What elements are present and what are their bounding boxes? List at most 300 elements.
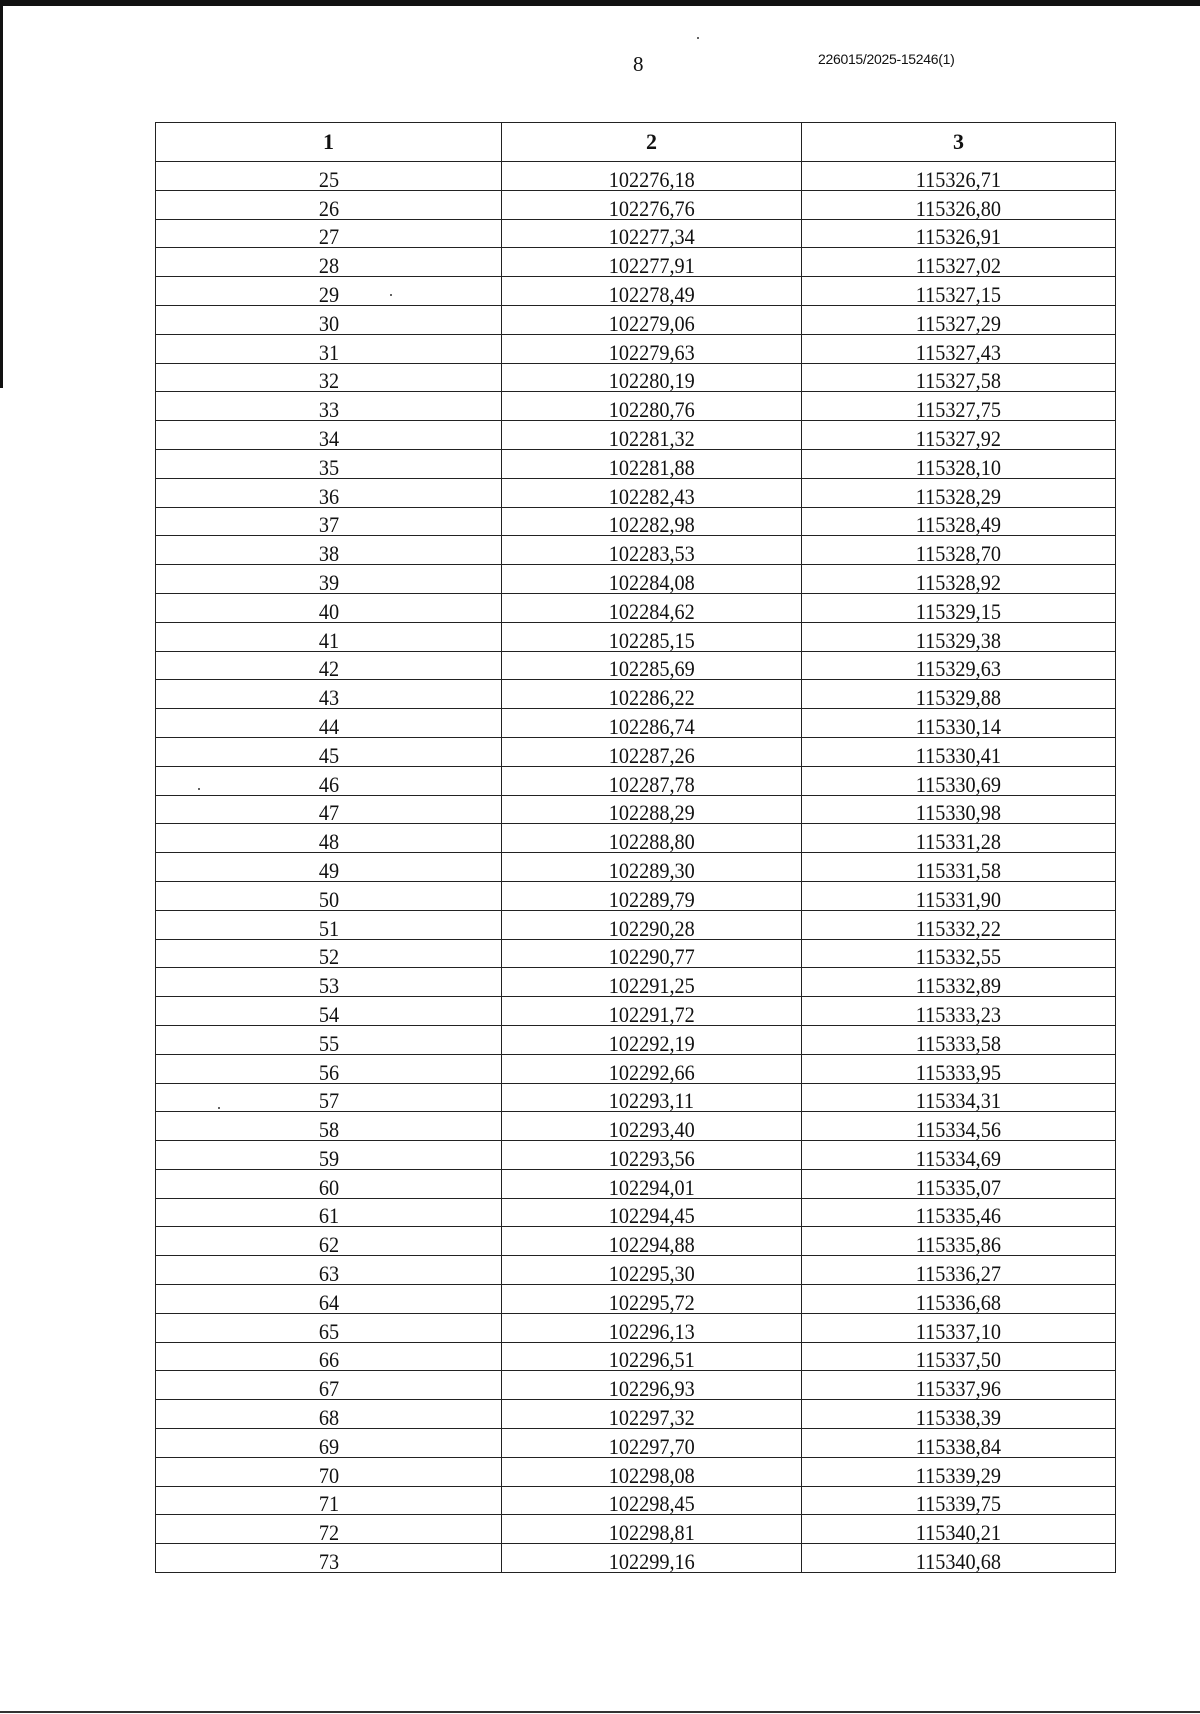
cell-text: 102293,11 xyxy=(608,1088,695,1114)
cell-text: 102286,74 xyxy=(608,713,695,739)
column-header-x: 2 xyxy=(502,123,802,162)
cell-y-coordinate xyxy=(802,1054,1116,1083)
cell-text: 102282,43 xyxy=(608,483,695,509)
cell-text: 115330,69 xyxy=(915,771,1002,797)
cell-text: 102293,40 xyxy=(608,1117,695,1143)
table-row xyxy=(156,680,1116,709)
cell-point-number xyxy=(156,910,502,939)
cell-text: 56 xyxy=(318,1059,339,1085)
table-row xyxy=(156,939,1116,968)
cell-text: 66 xyxy=(318,1347,339,1373)
table-header-row xyxy=(156,123,1116,162)
cell-text: 38 xyxy=(318,541,339,567)
cell-x-coordinate xyxy=(502,1371,802,1400)
cell-x-coordinate xyxy=(502,363,802,392)
cell-point-number xyxy=(156,1169,502,1198)
cell-x-coordinate xyxy=(502,565,802,594)
cell-text: 115327,58 xyxy=(915,368,1002,394)
cell-x-coordinate xyxy=(502,248,802,277)
cell-text: 115326,71 xyxy=(915,166,1002,192)
cell-text: 115334,69 xyxy=(915,1145,1002,1171)
cell-y-coordinate xyxy=(802,1457,1116,1486)
cell-text: 73 xyxy=(318,1549,339,1575)
cell-text: 26 xyxy=(318,195,339,221)
cell-point-number xyxy=(156,651,502,680)
cell-text: 115327,43 xyxy=(915,339,1002,365)
cell-text: 115326,80 xyxy=(915,195,1002,221)
cell-text: 115332,55 xyxy=(915,944,1002,970)
cell-y-coordinate xyxy=(802,910,1116,939)
cell-point-number xyxy=(156,162,502,191)
cell-point-number xyxy=(156,478,502,507)
cell-text: 115334,31 xyxy=(915,1088,1002,1114)
cell-text: 102288,29 xyxy=(608,800,695,826)
cell-y-coordinate xyxy=(802,593,1116,622)
cell-x-coordinate xyxy=(502,1313,802,1342)
cell-point-number xyxy=(156,968,502,997)
cell-y-coordinate xyxy=(802,737,1116,766)
cell-text: 115328,92 xyxy=(915,569,1002,595)
cell-point-number xyxy=(156,593,502,622)
cell-point-number xyxy=(156,219,502,248)
cell-text: 28 xyxy=(318,253,339,279)
table-row xyxy=(156,997,1116,1026)
cell-x-coordinate xyxy=(502,939,802,968)
coordinates-table xyxy=(155,122,1116,1573)
cell-x-coordinate xyxy=(502,1342,802,1371)
cell-text: 102279,63 xyxy=(608,339,695,365)
cell-point-number xyxy=(156,1083,502,1112)
cell-x-coordinate xyxy=(502,910,802,939)
cell-text: 115336,68 xyxy=(915,1289,1002,1315)
cell-text: 102287,26 xyxy=(608,742,695,768)
cell-x-coordinate xyxy=(502,507,802,536)
cell-y-coordinate xyxy=(802,190,1116,219)
table-row xyxy=(156,968,1116,997)
table-row xyxy=(156,190,1116,219)
cell-text: 115333,23 xyxy=(915,1001,1002,1027)
table-row xyxy=(156,766,1116,795)
cell-text: 102298,08 xyxy=(608,1462,695,1488)
cell-x-coordinate xyxy=(502,162,802,191)
column-header-y: 3 xyxy=(802,123,1116,162)
cell-y-coordinate xyxy=(802,1313,1116,1342)
table-row xyxy=(156,593,1116,622)
cell-text: 60 xyxy=(318,1174,339,1200)
cell-y-coordinate xyxy=(802,1141,1116,1170)
cell-text: 102294,45 xyxy=(608,1203,695,1229)
cell-point-number xyxy=(156,277,502,306)
cell-x-coordinate xyxy=(502,1429,802,1458)
cell-x-coordinate xyxy=(502,1112,802,1141)
cell-x-coordinate xyxy=(502,968,802,997)
cell-y-coordinate xyxy=(802,1285,1116,1314)
table-row xyxy=(156,421,1116,450)
cell-x-coordinate xyxy=(502,392,802,421)
table-row xyxy=(156,1025,1116,1054)
cell-text: 46 xyxy=(318,771,339,797)
table-body xyxy=(156,162,1116,1573)
cell-text: 31 xyxy=(318,339,339,365)
cell-text: 115328,70 xyxy=(915,541,1002,567)
cell-text: 102280,76 xyxy=(608,397,695,423)
cell-y-coordinate xyxy=(802,1486,1116,1515)
scan-speck xyxy=(697,37,699,39)
cell-point-number xyxy=(156,565,502,594)
cell-point-number xyxy=(156,507,502,536)
cell-text: 115339,75 xyxy=(915,1491,1002,1517)
cell-text: 115330,98 xyxy=(915,800,1002,826)
cell-text: 45 xyxy=(318,742,339,768)
cell-point-number xyxy=(156,1025,502,1054)
cell-text: 102289,79 xyxy=(608,886,695,912)
cell-point-number xyxy=(156,1371,502,1400)
cell-x-coordinate xyxy=(502,1486,802,1515)
cell-text: 41 xyxy=(318,627,339,653)
cell-text: 115335,07 xyxy=(915,1174,1002,1200)
cell-text: 115326,91 xyxy=(915,224,1002,250)
table-row xyxy=(156,305,1116,334)
cell-point-number xyxy=(156,1198,502,1227)
cell-y-coordinate xyxy=(802,421,1116,450)
cell-point-number xyxy=(156,622,502,651)
cell-text: 52 xyxy=(318,944,339,970)
cell-x-coordinate xyxy=(502,881,802,910)
cell-text: 115331,90 xyxy=(915,886,1002,912)
cell-x-coordinate xyxy=(502,1285,802,1314)
table-row xyxy=(156,1429,1116,1458)
cell-text: 68 xyxy=(318,1405,339,1431)
table-row xyxy=(156,881,1116,910)
cell-point-number xyxy=(156,1486,502,1515)
cell-x-coordinate xyxy=(502,536,802,565)
cell-text: 102287,78 xyxy=(608,771,695,797)
cell-text: 102296,93 xyxy=(608,1376,695,1402)
cell-y-coordinate xyxy=(802,507,1116,536)
cell-x-coordinate xyxy=(502,449,802,478)
cell-text: 57 xyxy=(318,1088,339,1114)
cell-text: 29 xyxy=(318,281,339,307)
cell-point-number xyxy=(156,680,502,709)
cell-text: 115340,68 xyxy=(915,1549,1002,1575)
cell-text: 102296,51 xyxy=(608,1347,695,1373)
cell-y-coordinate xyxy=(802,219,1116,248)
cell-text: 102292,66 xyxy=(608,1059,695,1085)
cell-y-coordinate xyxy=(802,1544,1116,1573)
cell-x-coordinate xyxy=(502,277,802,306)
table-row xyxy=(156,1313,1116,1342)
table-row xyxy=(156,1227,1116,1256)
cell-x-coordinate xyxy=(502,709,802,738)
cell-y-coordinate xyxy=(802,305,1116,334)
cell-text: 115333,95 xyxy=(915,1059,1002,1085)
cell-text: 102283,53 xyxy=(608,541,695,567)
cell-point-number xyxy=(156,737,502,766)
table-row xyxy=(156,1112,1116,1141)
table-row xyxy=(156,277,1116,306)
cell-text: 102299,16 xyxy=(608,1549,695,1575)
cell-point-number xyxy=(156,1342,502,1371)
cell-x-coordinate xyxy=(502,1515,802,1544)
cell-x-coordinate xyxy=(502,1457,802,1486)
table-row xyxy=(156,1054,1116,1083)
cell-y-coordinate xyxy=(802,1198,1116,1227)
table-row xyxy=(156,449,1116,478)
cell-text: 59 xyxy=(318,1145,339,1171)
table-row xyxy=(156,737,1116,766)
cell-y-coordinate xyxy=(802,1025,1116,1054)
cell-text: 115327,92 xyxy=(915,425,1002,451)
cell-text: 30 xyxy=(318,310,339,336)
table-row xyxy=(156,536,1116,565)
table-row xyxy=(156,1457,1116,1486)
cell-text: 102286,22 xyxy=(608,685,695,711)
cell-y-coordinate xyxy=(802,277,1116,306)
cell-point-number xyxy=(156,190,502,219)
column-header-point-number: 1 xyxy=(156,123,502,162)
table-row xyxy=(156,795,1116,824)
cell-text: 102298,45 xyxy=(608,1491,695,1517)
cell-y-coordinate xyxy=(802,622,1116,651)
table-row xyxy=(156,622,1116,651)
cell-text: 40 xyxy=(318,598,339,624)
cell-y-coordinate xyxy=(802,709,1116,738)
cell-point-number xyxy=(156,421,502,450)
cell-x-coordinate xyxy=(502,997,802,1026)
cell-text: 53 xyxy=(318,973,339,999)
cell-point-number xyxy=(156,1544,502,1573)
cell-y-coordinate xyxy=(802,363,1116,392)
cell-text: 115337,96 xyxy=(915,1376,1002,1402)
cell-text: 102293,56 xyxy=(608,1145,695,1171)
cell-x-coordinate xyxy=(502,1400,802,1429)
cell-text: 102297,32 xyxy=(608,1405,695,1431)
cell-point-number xyxy=(156,766,502,795)
cell-text: 102294,88 xyxy=(608,1232,695,1258)
table-row xyxy=(156,565,1116,594)
table-row xyxy=(156,651,1116,680)
page-number: 8 xyxy=(633,52,644,76)
cell-text: 50 xyxy=(318,886,339,912)
cell-point-number xyxy=(156,824,502,853)
table-row xyxy=(156,507,1116,536)
cell-text: 43 xyxy=(318,685,339,711)
cell-text: 62 xyxy=(318,1232,339,1258)
table-row xyxy=(156,1285,1116,1314)
cell-text: 102296,13 xyxy=(608,1318,695,1344)
cell-y-coordinate xyxy=(802,651,1116,680)
cell-y-coordinate xyxy=(802,824,1116,853)
cell-x-coordinate xyxy=(502,766,802,795)
cell-x-coordinate xyxy=(502,334,802,363)
table-row xyxy=(156,1141,1116,1170)
table-row xyxy=(156,478,1116,507)
cell-y-coordinate xyxy=(802,162,1116,191)
cell-text: 102291,25 xyxy=(608,973,695,999)
cell-text: 115327,02 xyxy=(915,253,1002,279)
cell-y-coordinate xyxy=(802,1256,1116,1285)
cell-text: 64 xyxy=(318,1289,339,1315)
cell-y-coordinate xyxy=(802,1112,1116,1141)
cell-x-coordinate xyxy=(502,622,802,651)
cell-x-coordinate xyxy=(502,853,802,882)
cell-text: 102281,32 xyxy=(608,425,695,451)
cell-text: 102277,34 xyxy=(608,224,695,250)
cell-text: 102298,81 xyxy=(608,1520,695,1546)
cell-text: 69 xyxy=(318,1433,339,1459)
cell-text: 102278,49 xyxy=(608,281,695,307)
cell-text: 102297,70 xyxy=(608,1433,695,1459)
cell-text: 115331,28 xyxy=(915,829,1002,855)
cell-text: 102295,72 xyxy=(608,1289,695,1315)
cell-text: 39 xyxy=(318,569,339,595)
cell-text: 102295,30 xyxy=(608,1261,695,1287)
cell-text: 54 xyxy=(318,1001,339,1027)
document-number: 226015/2025-15246(1) xyxy=(818,51,955,67)
cell-text: 115329,15 xyxy=(915,598,1002,624)
cell-text: 102282,98 xyxy=(608,512,695,538)
table-row xyxy=(156,1169,1116,1198)
table-row xyxy=(156,1486,1116,1515)
cell-x-coordinate xyxy=(502,680,802,709)
cell-point-number xyxy=(156,853,502,882)
cell-text: 70 xyxy=(318,1462,339,1488)
table-row xyxy=(156,709,1116,738)
table-row xyxy=(156,910,1116,939)
table-row xyxy=(156,1371,1116,1400)
table-row xyxy=(156,162,1116,191)
cell-text: 115331,58 xyxy=(915,857,1002,883)
cell-text: 102284,62 xyxy=(608,598,695,624)
cell-point-number xyxy=(156,1256,502,1285)
cell-x-coordinate xyxy=(502,1256,802,1285)
cell-y-coordinate xyxy=(802,939,1116,968)
cell-point-number xyxy=(156,997,502,1026)
cell-y-coordinate xyxy=(802,795,1116,824)
cell-x-coordinate xyxy=(502,1141,802,1170)
cell-y-coordinate xyxy=(802,968,1116,997)
cell-text: 115339,29 xyxy=(915,1462,1002,1488)
cell-text: 115327,29 xyxy=(915,310,1002,336)
cell-text: 102290,77 xyxy=(608,944,695,970)
cell-text: 102289,30 xyxy=(608,857,695,883)
cell-text: 115336,27 xyxy=(915,1261,1002,1287)
cell-y-coordinate xyxy=(802,766,1116,795)
cell-text: 115335,46 xyxy=(915,1203,1002,1229)
cell-x-coordinate xyxy=(502,593,802,622)
cell-text: 115327,75 xyxy=(915,397,1002,423)
cell-point-number xyxy=(156,795,502,824)
cell-text: 102292,19 xyxy=(608,1030,695,1056)
cell-point-number xyxy=(156,939,502,968)
cell-text: 115334,56 xyxy=(915,1117,1002,1143)
cell-text: 115335,86 xyxy=(915,1232,1002,1258)
scan-left-border xyxy=(0,0,3,388)
cell-point-number xyxy=(156,305,502,334)
cell-text: 102285,15 xyxy=(608,627,695,653)
cell-y-coordinate xyxy=(802,248,1116,277)
cell-text: 115338,39 xyxy=(915,1405,1002,1431)
cell-text: 102276,18 xyxy=(608,166,695,192)
cell-x-coordinate xyxy=(502,1025,802,1054)
table-row xyxy=(156,363,1116,392)
table-row xyxy=(156,1198,1116,1227)
table-row xyxy=(156,219,1116,248)
cell-x-coordinate xyxy=(502,478,802,507)
cell-text: 35 xyxy=(318,454,339,480)
cell-x-coordinate xyxy=(502,1169,802,1198)
cell-text: 102281,88 xyxy=(608,454,695,480)
cell-point-number xyxy=(156,1313,502,1342)
cell-point-number xyxy=(156,449,502,478)
cell-point-number xyxy=(156,1457,502,1486)
cell-text: 65 xyxy=(318,1318,339,1344)
table-row xyxy=(156,1515,1116,1544)
cell-text: 33 xyxy=(318,397,339,423)
cell-text: 102290,28 xyxy=(608,915,695,941)
cell-x-coordinate xyxy=(502,824,802,853)
cell-text: 102284,08 xyxy=(608,569,695,595)
cell-text: 102279,06 xyxy=(608,310,695,336)
cell-text: 55 xyxy=(318,1030,339,1056)
cell-x-coordinate xyxy=(502,305,802,334)
cell-text: 32 xyxy=(318,368,339,394)
table-row xyxy=(156,824,1116,853)
cell-point-number xyxy=(156,248,502,277)
cell-text: 115337,50 xyxy=(915,1347,1002,1373)
cell-text: 115328,10 xyxy=(915,454,1002,480)
scan-top-border xyxy=(0,0,1200,6)
cell-text: 115327,15 xyxy=(915,281,1002,307)
cell-text: 42 xyxy=(318,656,339,682)
cell-y-coordinate xyxy=(802,449,1116,478)
cell-text: 63 xyxy=(318,1261,339,1287)
cell-y-coordinate xyxy=(802,997,1116,1026)
cell-text: 115337,10 xyxy=(915,1318,1002,1344)
cell-x-coordinate xyxy=(502,1227,802,1256)
cell-point-number xyxy=(156,881,502,910)
cell-text: 115330,41 xyxy=(915,742,1002,768)
cell-text: 27 xyxy=(318,224,339,250)
cell-text: 115333,58 xyxy=(915,1030,1002,1056)
cell-point-number xyxy=(156,1141,502,1170)
cell-text: 115340,21 xyxy=(915,1520,1002,1546)
cell-text: 61 xyxy=(318,1203,339,1229)
table-row xyxy=(156,392,1116,421)
cell-x-coordinate xyxy=(502,651,802,680)
cell-x-coordinate xyxy=(502,190,802,219)
cell-point-number xyxy=(156,1227,502,1256)
cell-point-number xyxy=(156,1112,502,1141)
cell-y-coordinate xyxy=(802,536,1116,565)
cell-y-coordinate xyxy=(802,478,1116,507)
cell-text: 115329,38 xyxy=(915,627,1002,653)
cell-text: 44 xyxy=(318,713,339,739)
cell-x-coordinate xyxy=(502,1198,802,1227)
scan-bottom-line xyxy=(0,1711,1200,1713)
cell-y-coordinate xyxy=(802,881,1116,910)
cell-point-number xyxy=(156,1429,502,1458)
cell-text: 71 xyxy=(318,1491,339,1517)
cell-point-number xyxy=(156,363,502,392)
cell-point-number xyxy=(156,1515,502,1544)
table-row xyxy=(156,334,1116,363)
cell-text: 34 xyxy=(318,425,339,451)
cell-text: 102294,01 xyxy=(608,1174,695,1200)
cell-text: 115330,14 xyxy=(915,713,1002,739)
cell-y-coordinate xyxy=(802,1169,1116,1198)
table-row xyxy=(156,1342,1116,1371)
